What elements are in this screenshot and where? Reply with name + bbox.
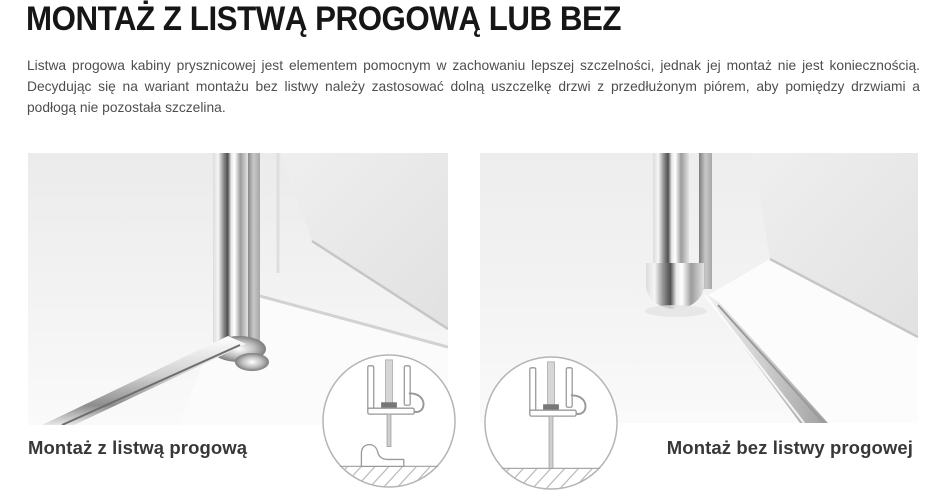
inset-diagram-seal-with-threshold-strip — [320, 352, 458, 490]
intro-paragraph: Listwa progowa kabiny prysznicowej jest elementem pomocnym w zachowaniu lepszej szczelności, jednak jej montaż nie jest koniecznością. Decydując się na wariant montażu bez listwy należy zastosować dolną uszczelkę drzwi z przedłużonym piórem, aby pomiędzy drzwiami a podłogą nie pozostała szczelina. — [27, 58, 920, 115]
seal-grip — [543, 404, 559, 410]
seal-flange — [368, 408, 414, 414]
hinge-foot — [235, 353, 269, 371]
glass-pane — [548, 362, 555, 405]
seal-channel-right-wall — [404, 366, 410, 405]
caption-with-strip: Montaż z listwą progową — [28, 437, 248, 458]
chrome-door-profile — [213, 153, 248, 345]
page-title: MONTAŻ Z LISTWĄ PROGOWĄ LUB BEZ — [26, 0, 622, 38]
glass-pane — [386, 360, 393, 403]
seal-channel-right-wall — [566, 368, 572, 407]
glass-clamp-strip — [247, 153, 260, 353]
cap-shadow — [645, 305, 707, 317]
seal-channel-left-wall — [368, 366, 374, 411]
chrome-door-profile — [653, 153, 689, 271]
seal-grip — [381, 402, 397, 408]
seal-fin-short — [387, 414, 391, 447]
seal-flange — [530, 410, 576, 416]
seal-channel-left-wall — [530, 368, 536, 413]
seal-fin-extended — [549, 416, 553, 468]
caption-without-strip: Montaż bez listwy progowej — [666, 437, 913, 458]
profile-rounded-cap — [646, 263, 704, 309]
inset-diagram-seal-extended-fin — [482, 354, 620, 492]
